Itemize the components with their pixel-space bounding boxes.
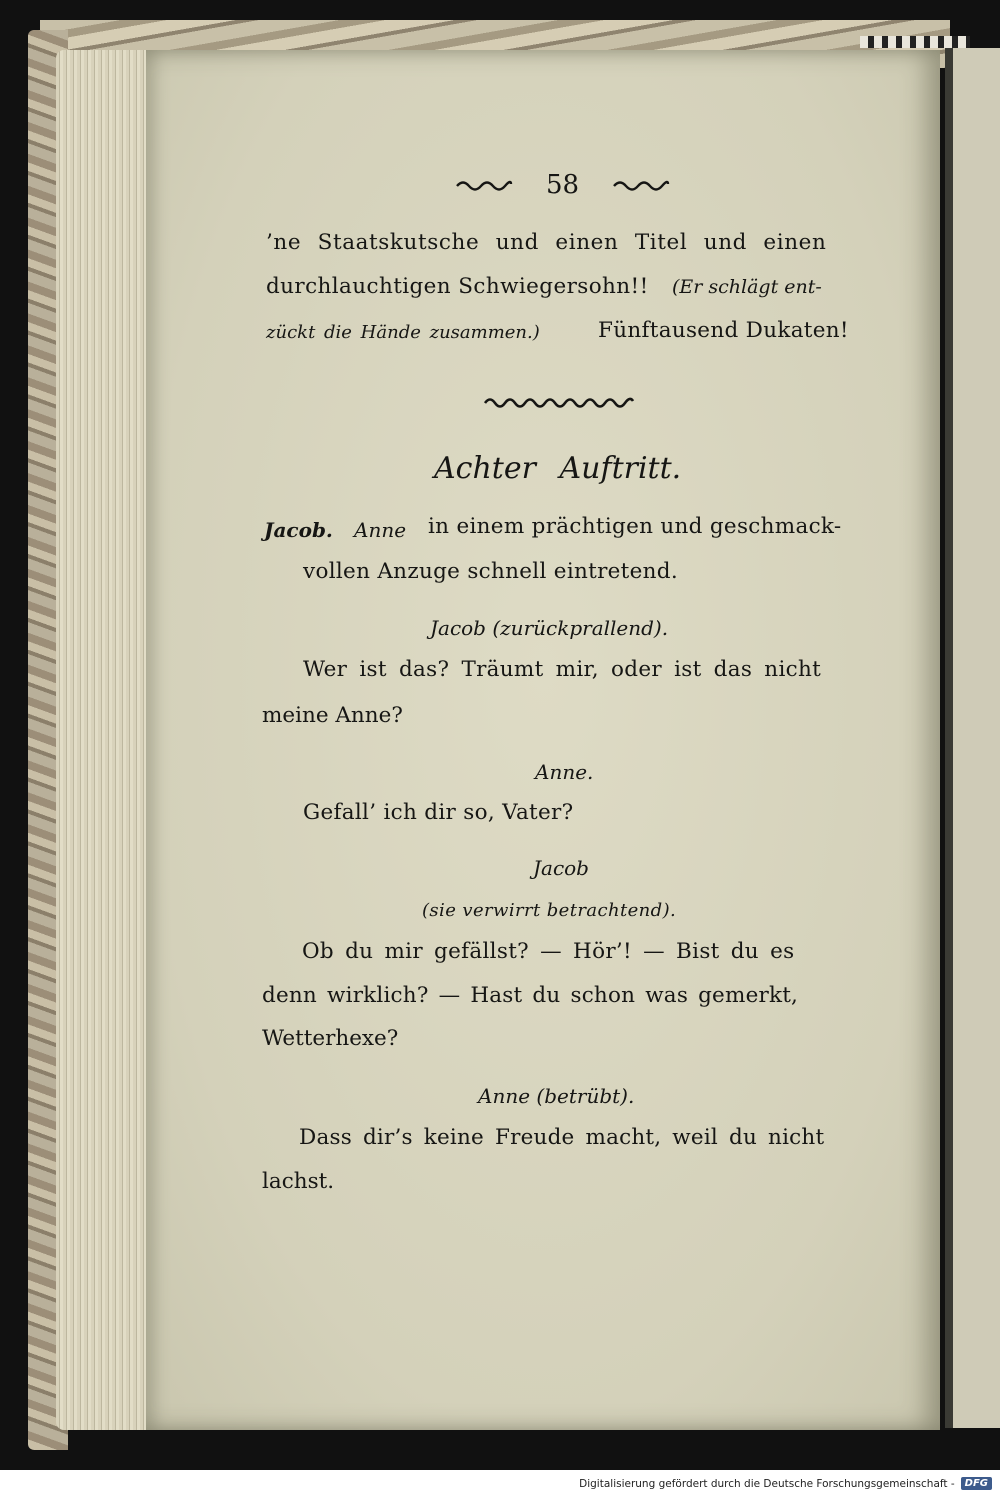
- funding-note: Digitalisierung gefördert durch die Deutsche Forschungsgemeinschaft -: [579, 1477, 955, 1490]
- digitization-footer: [0, 1470, 1000, 1497]
- facing-page-edge: [945, 48, 1000, 1428]
- text-line: durchlauchtigen Schwiegersohn!!: [266, 274, 649, 299]
- speaker-label: Anne (betrübt).: [478, 1084, 635, 1108]
- stage-note: (Er schlägt ent-: [672, 276, 822, 298]
- dialogue-line: Wer ist das? Träumt mir, oder ist das nicht: [303, 657, 822, 682]
- binding-stitch: [860, 36, 970, 48]
- dialogue-line: Dass dir’s keine Freude macht, weil du nicht: [299, 1125, 825, 1150]
- character-name: Jacob.: [264, 518, 333, 542]
- character-name: Anne: [354, 518, 407, 542]
- dialogue-line: Gefall’ ich dir so, Vater?: [303, 800, 574, 825]
- speaker-label: Jacob (zurückprallend).: [430, 616, 669, 640]
- dfg-logo: DFG: [961, 1477, 992, 1490]
- dialogue-line: Wetterhexe?: [262, 1026, 399, 1051]
- page-number: 58: [545, 170, 580, 200]
- page-edges: [56, 50, 146, 1430]
- book-page: [146, 50, 940, 1430]
- stage-note: zückt die Hände zusammen.): [266, 322, 540, 343]
- dialogue-line: lachst.: [262, 1169, 335, 1194]
- wave-ornament-left: [455, 178, 513, 192]
- dialogue-line: denn wirklich? — Hast du schon was gemerkt,: [262, 983, 799, 1008]
- speaker-note: (sie verwirrt betrachtend).: [422, 900, 677, 921]
- section-divider-ornament: [483, 394, 635, 410]
- stage-direction: vollen Anzuge schnell eintretend.: [303, 559, 678, 584]
- stage-direction: in einem prächtigen und geschmack-: [428, 514, 842, 539]
- dialogue-line: meine Anne?: [262, 703, 403, 728]
- text-line: ’ne Staatskutsche und einen Titel und einen: [266, 230, 827, 255]
- wave-ornament-right: [612, 178, 670, 192]
- speaker-label: Anne.: [535, 760, 594, 784]
- scene-title: Achter Auftritt.: [434, 451, 682, 486]
- page-header: [455, 168, 670, 202]
- dialogue-line: Ob du mir gefällst? — Hör’! — Bist du es: [302, 939, 795, 964]
- speaker-label: Jacob: [533, 856, 589, 880]
- text-line: Fünftausend Dukaten!: [598, 318, 849, 343]
